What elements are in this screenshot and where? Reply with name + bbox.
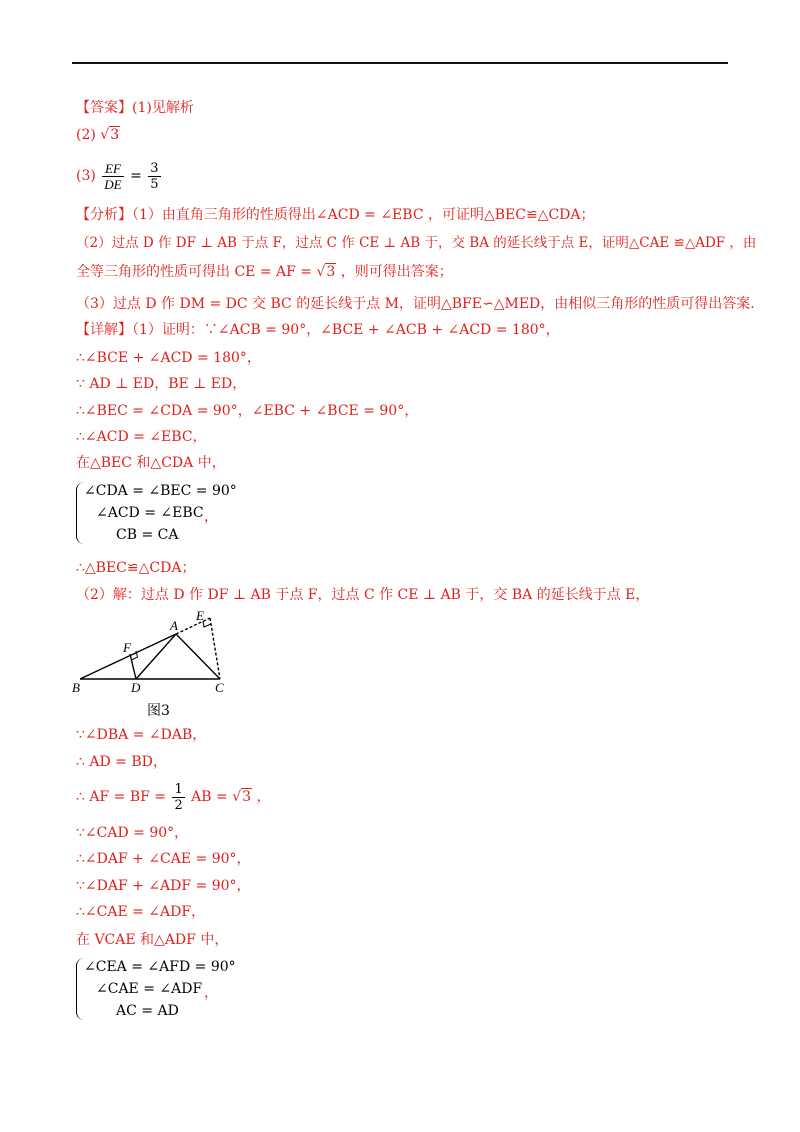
- system-row: ∠CDA = ∠BEC = 90°: [84, 483, 237, 499]
- sqrt-expression: √3: [316, 264, 336, 280]
- fraction-denominator: 2: [174, 797, 183, 813]
- answer-line-2: [76, 125, 120, 145]
- figure-caption: 图3: [147, 703, 170, 719]
- label-e: E: [196, 610, 204, 623]
- right-angle-f: [132, 651, 138, 660]
- right-angle-e: [203, 621, 211, 627]
- detail-line-10: ∴ AD = BD，: [76, 754, 167, 770]
- detail-text-11b: AB =: [186, 789, 233, 805]
- fraction-three-fifths: [148, 161, 160, 192]
- detail-line-3: ∵ AD ⊥ ED，BE ⊥ ED，: [76, 376, 247, 392]
- segment-ad: [136, 634, 176, 679]
- equation-system-1: [76, 482, 276, 546]
- equation-system-2: [76, 958, 276, 1022]
- fraction-one-half: [172, 782, 184, 813]
- detail-tag: 【详解】: [76, 322, 132, 338]
- fraction-denominator: 5: [150, 176, 159, 192]
- label-f: F: [123, 640, 131, 655]
- detail-text-11d: ，: [252, 789, 271, 805]
- detail-line-11: [76, 781, 271, 813]
- detail-line-5: ∴∠ACD = ∠EBC，: [76, 429, 207, 445]
- fraction-ef-de: [102, 161, 123, 192]
- detail-line-12: ∵∠CAD = 90°，: [76, 825, 189, 841]
- fraction-numerator: 3: [150, 160, 159, 176]
- answer-line-1: [76, 98, 194, 118]
- analysis-line-1: [76, 205, 595, 225]
- detail-line-2: ∴∠BCE + ∠ACD = 180°，: [76, 350, 261, 366]
- detail-line-1: [76, 320, 560, 340]
- detail-text-11a: ∴ AF = BF =: [76, 789, 171, 805]
- system-comma: ，: [204, 985, 218, 1001]
- detail-text-1: （1）证明：∵∠ACB = 90°，∠BCE + ∠ACB + ∠ACD = 180°，: [132, 322, 560, 338]
- sqrt-expression: √3: [232, 789, 252, 805]
- fraction-denominator: DE: [104, 176, 122, 192]
- analysis-line-2: （2）过点 D 作 DF ⊥ AB 于点 F，过点 C 作 CE ⊥ AB 于，交 BA 的延长线于点 E，证明△CAE ≌△ADF ，由: [76, 235, 757, 251]
- analysis-text-3c: ，则可得出答案；: [336, 264, 453, 280]
- analysis-line-4: （3）过点 D 作 DM = DC 交 BC 的延长线于点 M，证明△BFE∽△MED，由相似三角形的性质可得出答案.: [76, 296, 755, 312]
- answer-tag: 【答案】: [76, 100, 132, 116]
- label-a: A: [170, 618, 178, 633]
- detail-line-7: ∴△BEC≌△CDA；: [76, 560, 196, 576]
- detail-line-14: ∵∠DAF + ∠ADF = 90°，: [76, 878, 251, 894]
- sqrt-expression: √3: [100, 127, 120, 143]
- analysis-text-1: （1）由直角三角形的性质得出∠ACD = ∠EBC ，可证明△BEC≌△CDA；: [132, 207, 595, 223]
- system-comma: ，: [204, 509, 218, 525]
- system-row: CB = CA: [116, 527, 179, 543]
- analysis-tag: 【分析】: [76, 207, 132, 223]
- header-rule: [72, 62, 728, 64]
- equals-sign: =: [130, 168, 142, 184]
- answer-part2-label: (2): [76, 127, 96, 143]
- detail-line-4: ∴∠BEC = ∠CDA = 90°，∠EBC + ∠BCE = 90°，: [76, 403, 419, 419]
- system-row: AC = AD: [116, 1003, 179, 1019]
- detail-line-16: 在 VCAE 和△ADF 中，: [76, 932, 229, 948]
- detail-line-6: 在△BEC 和△CDA 中，: [76, 455, 226, 471]
- segment-ae-extension: [176, 618, 210, 634]
- detail-line-13: ∴∠DAF + ∠CAE = 90°，: [76, 851, 251, 867]
- detail-line-15: ∴∠CAE = ∠ADF，: [76, 904, 206, 920]
- fraction-numerator: EF: [102, 161, 123, 177]
- answer-line-3: [76, 160, 163, 192]
- answer-part3-label: (3): [76, 168, 96, 184]
- label-b: B: [72, 680, 80, 695]
- label-d: D: [131, 680, 141, 695]
- system-row: ∠CAE = ∠ADF: [96, 981, 203, 997]
- segment-ac: [176, 634, 220, 679]
- geometry-figure: [70, 610, 250, 700]
- fraction-numerator: 1: [174, 781, 183, 797]
- detail-line-8: （2）解：过点 D 作 DF ⊥ AB 于点 F，过点 C 作 CE ⊥ AB 于，交 BA 的延长线于点 E，: [76, 587, 650, 603]
- answer-part1: (1)见解析: [132, 100, 194, 116]
- system-row: ∠ACD = ∠EBC: [96, 505, 204, 521]
- sqrt-value: 3: [110, 127, 120, 143]
- analysis-text-3a: 全等三角形的性质可得出 CE = AF =: [76, 264, 317, 280]
- sqrt-value: 3: [326, 264, 336, 280]
- label-c: C: [215, 680, 224, 695]
- sqrt-value: 3: [242, 789, 252, 805]
- system-row: ∠CEA = ∠AFD = 90°: [84, 959, 236, 975]
- detail-line-9: ∵∠DBA = ∠DAB，: [76, 727, 207, 743]
- analysis-line-3: [76, 262, 453, 282]
